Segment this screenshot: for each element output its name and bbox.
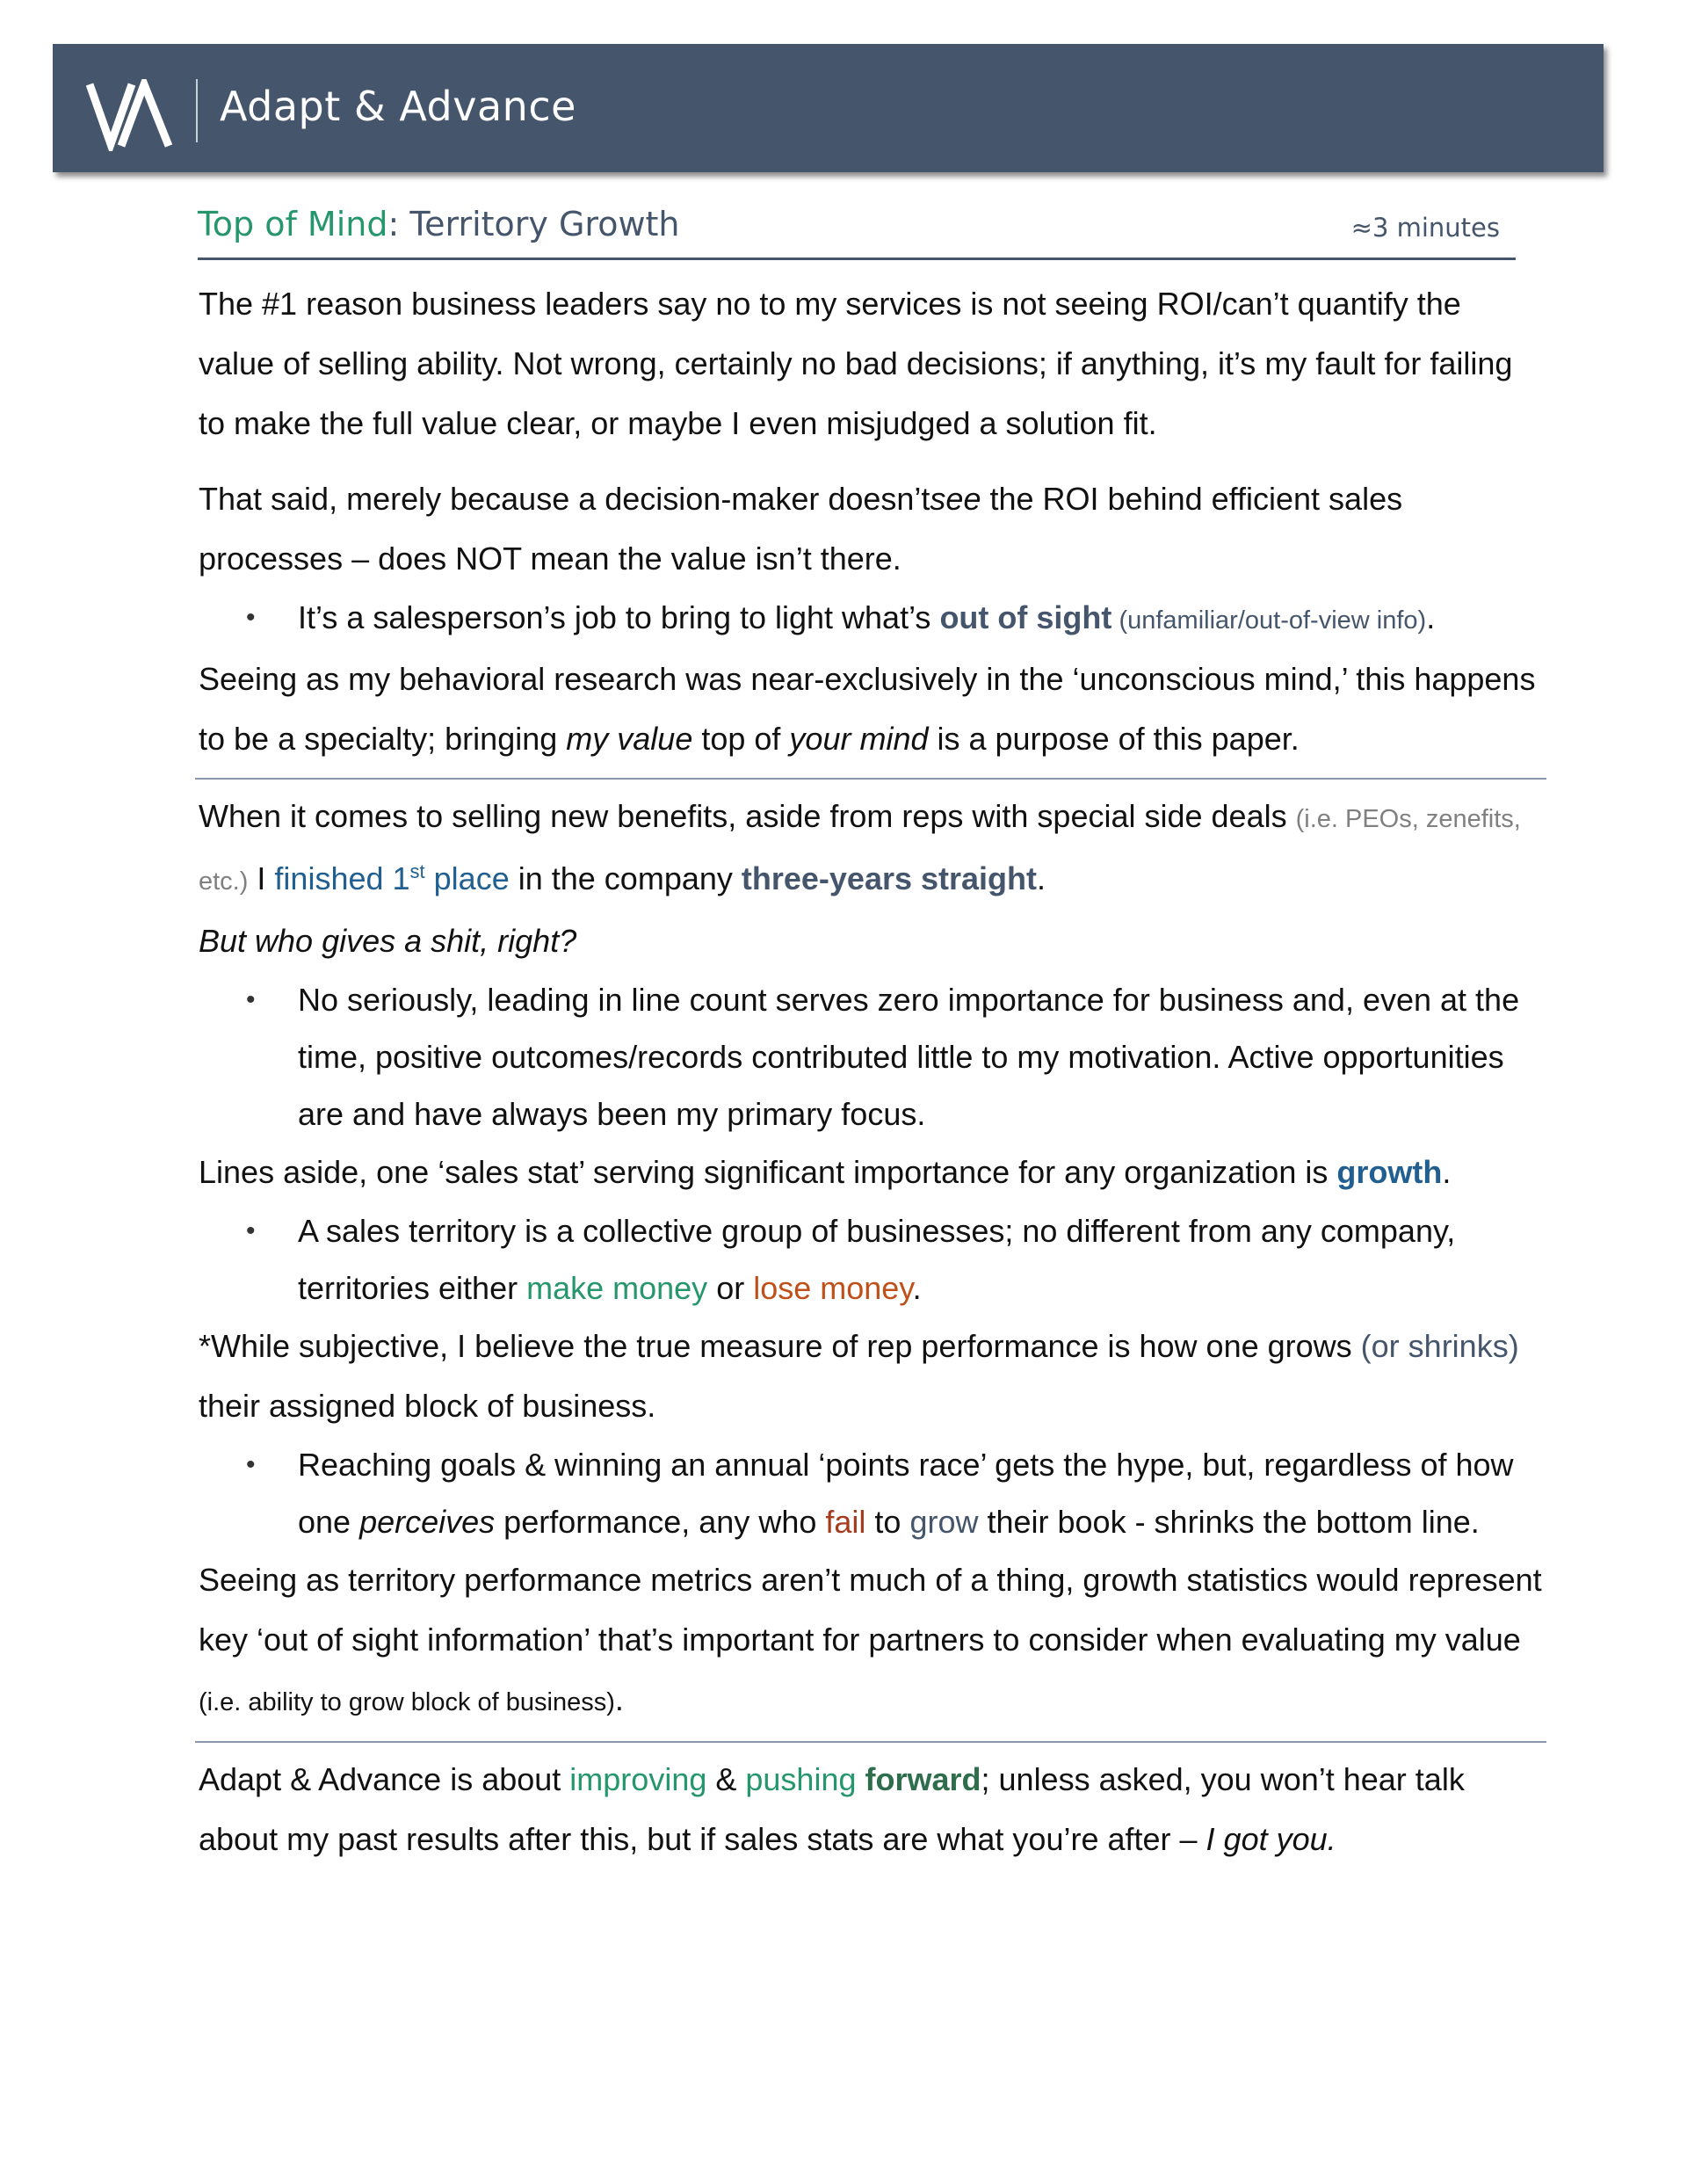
p6-end: . <box>1442 1154 1452 1190</box>
p9-text-a: Adapt & Advance is about <box>199 1761 570 1797</box>
p9-space <box>856 1761 865 1797</box>
b4-text-a: Reaching goals & winning an annual ‘points race’ gets the hype, but, regardless of how one <box>298 1447 1514 1540</box>
p7-paren-close: ) <box>1508 1328 1519 1364</box>
paragraph-who-cares: But who gives a shit, right? <box>199 923 577 959</box>
b1-note: (unfamiliar/out-of-view info) <box>1111 606 1427 635</box>
b1-out-of-sight: out of sight <box>939 599 1112 635</box>
p8-text-a: Seeing as territory performance metrics aren’t much of a thing, growth statistics would represent key ‘out of sight information’ that’s important for partners to consider when evaluating my value <box>199 1562 1542 1658</box>
b1-text-a: It’s a salesperson’s job to bring to light what’s <box>298 599 940 635</box>
b4-text-b: performance, any who <box>495 1504 826 1540</box>
header-divider <box>196 79 198 142</box>
paragraph-roi: The #1 reason business leaders say no to my services is not seeing ROI/can’t quantify the value of selling ability. Not wrong, certainly no bad decisions; if anything, it’s my fault for failing to make the full value clear, or maybe I even misjudged a solution fit. <box>199 286 1513 441</box>
bullet-list-4 <box>199 1436 1543 1550</box>
b3-text-a: A sales territory is a collective group of businesses; no different from any company, territories either <box>298 1213 1456 1306</box>
p6-text-a: Lines aside, one ‘sales stat’ serving significant importance for any organization is <box>199 1154 1337 1190</box>
p3-text-a: Seeing as my behavioral research was near-exclusively in the ‘unconscious mind,’ this happens to be a specialty; bringing <box>199 661 1536 757</box>
p9-improving: improving <box>569 1761 707 1797</box>
paragraph-decision-maker <box>199 469 1543 589</box>
p9-ampersand: & <box>706 1761 746 1797</box>
paragraph-closing <box>199 1750 1543 1869</box>
p8-note: (i.e. ability to grow block of business) <box>199 1688 615 1716</box>
p7-text-a: *While subjective, I believe the true measure of rep performance is how one grows <box>199 1328 1361 1364</box>
b3-or: or <box>707 1270 754 1306</box>
va-logo-icon <box>86 79 174 151</box>
header-title: Adapt & Advance <box>220 83 576 130</box>
p2-text-b: the ROI behind efficient sales processes – does NOT mean the value isn’t there. <box>199 481 1403 577</box>
bullet-points-race <box>199 1436 1543 1550</box>
section-divider-2 <box>195 1741 1546 1743</box>
title-prefix: Top of Mind <box>198 205 388 243</box>
bullet-territory <box>199 1202 1543 1317</box>
title-suffix: Territory Growth <box>399 205 680 243</box>
document-title-row <box>198 198 1516 260</box>
p4-text-c: in the company <box>509 860 742 896</box>
p9-i-got-you: I got you. <box>1206 1821 1336 1857</box>
p4-superscript: st <box>409 860 425 882</box>
p4-text-b: I <box>248 860 275 896</box>
p4-note: (i.e. PEOs, zenefits, etc.) <box>199 805 1521 896</box>
bullet-out-of-sight <box>199 589 1543 649</box>
bullet-line-count: • No seriously, leading in line count serves zero importance for business and, even at the time, positive outcomes/records contributed little to my motivation. Active opportunities are and have always been my primary focus. <box>199 971 1543 1143</box>
b4-fail: fail <box>825 1504 866 1540</box>
p4-end: . <box>1037 860 1046 896</box>
b4-text-c: their book - shrinks the bottom line. <box>978 1504 1480 1540</box>
section-divider-1 <box>195 778 1546 780</box>
p3-text-b: top of <box>692 721 790 757</box>
p9-pushing: pushing <box>745 1761 857 1797</box>
p7-text-b: their assigned block of business. <box>199 1388 656 1424</box>
p4-finished: finished 1 <box>274 860 410 896</box>
bullet-list-2 <box>199 971 1543 1143</box>
p4-place: place <box>424 860 510 896</box>
b3-make-money: make money <box>526 1270 708 1306</box>
p3-your-mind: your mind <box>789 721 929 757</box>
title-colon: : <box>387 205 400 243</box>
b4-perceives: perceives <box>359 1504 496 1540</box>
b4-grow: grow <box>909 1504 979 1540</box>
p3-my-value: my value <box>566 721 693 757</box>
b4-to: to <box>865 1504 910 1540</box>
p7-or-shrinks: or shrinks <box>1371 1328 1509 1364</box>
b3-end: . <box>912 1270 922 1306</box>
p2-see: see <box>930 481 981 517</box>
bullet-list-1 <box>199 589 1543 649</box>
page-title <box>198 205 680 243</box>
p2-text-a: That said, merely because a decision-maker doesn’t <box>199 481 930 517</box>
p6-growth: growth <box>1336 1154 1443 1190</box>
bullet-list-3 <box>199 1202 1543 1317</box>
p9-text-b: ; unless asked, you won’t hear talk about my past results after this, but if sales stats are what you’re after – <box>199 1761 1465 1857</box>
paragraph-measure <box>199 1317 1543 1436</box>
header-banner <box>53 44 1604 172</box>
paragraph-growth <box>199 1143 1543 1202</box>
p4-three-years: three-years straight <box>741 860 1038 896</box>
p4-text-a: When it comes to selling new benefits, aside from reps with special side deals <box>199 798 1296 834</box>
p9-forward: forward <box>865 1761 981 1797</box>
b1-end: . <box>1426 599 1436 635</box>
p7-paren-open: ( <box>1360 1328 1372 1364</box>
paragraph-benefits <box>199 787 1543 911</box>
p3-text-c: is a purpose of this paper. <box>928 721 1300 757</box>
paragraph-metrics <box>199 1550 1543 1732</box>
b3-lose-money: lose money <box>753 1270 913 1306</box>
read-time: ≈3 minutes <box>1350 213 1500 243</box>
paragraph-unconscious-mind <box>199 649 1543 769</box>
p8-end: . <box>614 1681 624 1717</box>
document-body <box>199 274 1543 1869</box>
